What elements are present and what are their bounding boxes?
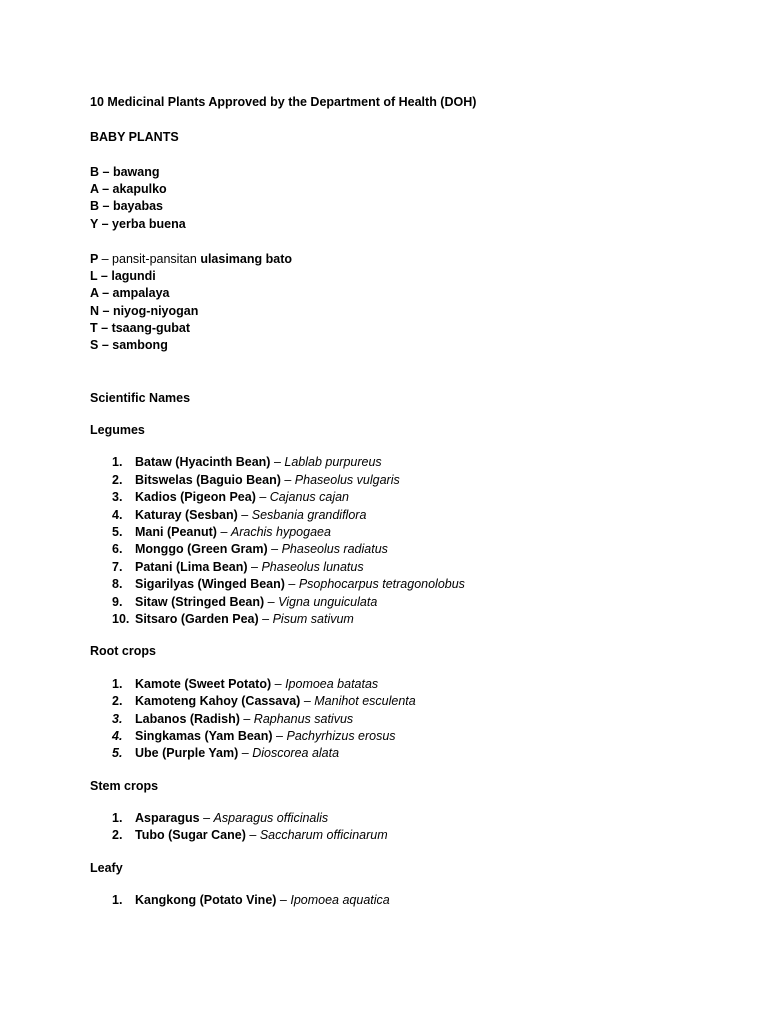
document-content xyxy=(90,94,710,910)
plant-scientific-name: Vigna unguiculata xyxy=(278,594,378,609)
plant-scientific-name: Phaseolus vulgaris xyxy=(294,472,400,487)
list-number: 8. xyxy=(112,577,123,592)
acronym-dash: – xyxy=(101,251,109,266)
list-number: 5. xyxy=(112,525,123,539)
plant-scientific-name: Cajanus cajan xyxy=(269,490,349,505)
plant-scientific-name: Phaseolus radiatus xyxy=(281,542,388,557)
plant-list-item xyxy=(90,594,710,611)
plant-common-name: Sigarilyas (Winged Bean) xyxy=(135,577,285,592)
plant-common-name: Singkamas (Yam Bean) xyxy=(135,728,273,743)
acronym-line xyxy=(90,337,710,354)
plant-list-item xyxy=(90,711,710,728)
dash-separator: – xyxy=(203,811,211,826)
list-number: 1. xyxy=(112,893,123,908)
list-number: 6. xyxy=(112,542,123,557)
plant-list-item xyxy=(90,745,710,762)
plant-scientific-name: Ipomoea batatas xyxy=(285,676,379,691)
acronym-letter: B xyxy=(90,199,100,214)
plant-common-name: Patani (Lima Bean) xyxy=(135,559,248,574)
acronym-dash: – xyxy=(102,164,110,179)
plant-common-name: Kamote (Sweet Potato) xyxy=(135,676,272,691)
plant-common-name: Asparagus xyxy=(135,811,200,826)
spacer xyxy=(90,845,710,860)
acronym-letter: B xyxy=(90,164,100,179)
acronym-dash: – xyxy=(102,181,110,196)
list-number: 2. xyxy=(112,828,123,843)
list-number: 2. xyxy=(112,694,123,709)
plant-list-item xyxy=(90,559,710,576)
plant-list-item xyxy=(90,676,710,693)
section-heading: Root crops xyxy=(90,644,156,659)
acronym-word: akapulko xyxy=(112,181,167,196)
acronym-word: niyog-niyogan xyxy=(112,303,199,318)
plant-common-name: Bitswelas (Baguio Bean) xyxy=(135,472,281,487)
plant-list-item xyxy=(90,507,710,524)
list-number: 10. xyxy=(112,611,130,626)
acronym-word: sambong xyxy=(112,338,168,353)
plant-list-item xyxy=(90,810,710,827)
dash-separator: – xyxy=(249,828,257,843)
dash-separator: – xyxy=(220,525,228,539)
plant-list-item xyxy=(90,611,710,628)
acronym-line xyxy=(90,268,710,285)
plant-scientific-name: Manihot esculenta xyxy=(314,694,416,709)
plant-common-name: Kamoteng Kahoy (Cassava) xyxy=(135,694,301,709)
dash-separator: – xyxy=(273,455,281,470)
spacer xyxy=(90,877,710,892)
acronym-line xyxy=(90,216,710,233)
acronym-letter: S xyxy=(90,338,99,353)
plant-scientific-name: Ipomoea aquatica xyxy=(290,893,390,908)
plant-list xyxy=(90,676,710,763)
acronym-word: ampalaya xyxy=(112,286,170,301)
list-number: 7. xyxy=(112,559,123,574)
plant-common-name: Kadios (Pigeon Pea) xyxy=(135,490,256,505)
dash-separator: – xyxy=(262,611,270,626)
dash-separator: – xyxy=(276,728,283,743)
plant-common-name: Tubo (Sugar Cane) xyxy=(135,828,246,843)
acronym-word-bold: ulasimang bato xyxy=(200,251,292,266)
plant-list-item xyxy=(90,892,710,909)
acronym-dash: – xyxy=(100,268,108,283)
plant-common-name: Kangkong (Potato Vine) xyxy=(135,893,277,908)
plant-list-item xyxy=(90,693,710,710)
acronym-group-plants xyxy=(90,268,710,355)
dash-separator: – xyxy=(303,694,311,709)
plant-list-item xyxy=(90,827,710,844)
list-number: 3. xyxy=(112,711,123,726)
acronym-group-baby xyxy=(90,164,710,234)
dash-separator: – xyxy=(251,559,258,574)
section-heading: Stem crops xyxy=(90,778,159,793)
plant-list xyxy=(90,454,710,628)
dash-separator: – xyxy=(274,676,282,691)
dash-separator: – xyxy=(271,542,279,557)
acronym-dash: – xyxy=(102,286,110,301)
acronym-word: tsaang-gubat xyxy=(111,321,191,336)
section-heading: Legumes xyxy=(90,423,145,438)
dash-separator: – xyxy=(243,711,251,726)
document-title: 10 Medicinal Plants Approved by the Department of Health (DOH) xyxy=(90,95,477,109)
plant-list-item xyxy=(90,576,710,593)
acronym-line xyxy=(90,285,710,302)
plant-scientific-name: Dioscorea alata xyxy=(252,746,340,761)
plant-list xyxy=(90,810,710,845)
plant-common-name: Sitaw (Stringed Bean) xyxy=(135,594,265,609)
plant-list-item xyxy=(90,728,710,745)
acronym-letter: L xyxy=(90,268,98,283)
acronym-line xyxy=(90,251,710,268)
acronym-word: bayabas xyxy=(112,199,163,214)
acronym-dash: – xyxy=(102,199,110,214)
list-number: 4. xyxy=(112,507,123,522)
list-number: 1. xyxy=(112,676,123,691)
dash-separator: – xyxy=(267,594,275,609)
acronym-heading: BABY PLANTS xyxy=(90,129,179,144)
dash-separator: – xyxy=(241,507,249,522)
plant-scientific-name: Lablab purpureus xyxy=(284,455,382,470)
dash-separator: – xyxy=(279,893,287,908)
plant-scientific-name: Psophocarpus tetragonolobus xyxy=(298,577,465,592)
acronym-letter: N xyxy=(90,303,100,318)
plant-common-name: Katuray (Sesban) xyxy=(135,507,238,522)
plant-scientific-name: Phaseolus lunatus xyxy=(261,559,364,574)
dash-separator: – xyxy=(241,746,249,761)
spacer xyxy=(90,795,710,810)
section-heading: Leafy xyxy=(90,860,123,875)
plant-scientific-name: Saccharum officinarum xyxy=(259,828,388,843)
acronym-word: bawang xyxy=(112,164,160,179)
plant-list-item xyxy=(90,454,710,471)
acronym-letter: A xyxy=(90,181,99,196)
spacer xyxy=(90,763,710,778)
acronym-letter: Y xyxy=(90,216,99,231)
plant-scientific-name: Pisum sativum xyxy=(272,611,354,626)
plant-common-name: Ube (Purple Yam) xyxy=(135,746,239,761)
plant-common-name: Mani (Peanut) xyxy=(135,525,217,539)
acronym-letter: T xyxy=(90,321,98,336)
acronym-line xyxy=(90,303,710,320)
acronym-word: lagundi xyxy=(111,268,156,283)
plant-common-name: Sitsaro (Garden Pea) xyxy=(135,611,259,626)
acronym-dash: – xyxy=(102,303,110,318)
spacer xyxy=(90,407,710,422)
dash-separator: – xyxy=(259,490,267,505)
scientific-names-heading: Scientific Names xyxy=(90,390,191,405)
list-number: 4. xyxy=(112,728,123,743)
plant-common-name: Bataw (Hyacinth Bean) xyxy=(135,455,271,470)
sections-container xyxy=(90,407,710,910)
plant-list-item xyxy=(90,541,710,558)
plant-common-name: Labanos (Radish) xyxy=(135,711,240,726)
plant-scientific-name: Raphanus sativus xyxy=(253,711,354,726)
spacer xyxy=(90,439,710,454)
acronym-dash: – xyxy=(101,338,109,353)
spacer xyxy=(90,628,710,643)
list-number: 1. xyxy=(112,811,123,826)
acronym-word-normal: pansit-pansitan xyxy=(112,251,197,266)
acronym-line xyxy=(90,164,710,181)
list-number: 5. xyxy=(112,746,123,761)
dash-separator: – xyxy=(284,472,292,487)
list-number: 3. xyxy=(112,490,123,505)
list-number: 1. xyxy=(112,455,123,470)
plant-list xyxy=(90,892,710,909)
acronym-line xyxy=(90,198,710,215)
acronym-letter: A xyxy=(90,286,99,301)
plant-scientific-name: Sesbania grandiflora xyxy=(251,507,367,522)
plant-list-item xyxy=(90,489,710,506)
spacer xyxy=(90,661,710,676)
plant-scientific-name: Asparagus officinalis xyxy=(213,811,329,826)
acronym-dash: – xyxy=(101,321,109,336)
acronym-dash: – xyxy=(101,216,109,231)
list-number: 9. xyxy=(112,594,123,609)
plant-list-item xyxy=(90,472,710,489)
acronym-line xyxy=(90,181,710,198)
acronym-letter: P xyxy=(90,251,99,266)
plant-scientific-name: Arachis hypogaea xyxy=(230,525,331,539)
list-number: 2. xyxy=(112,472,123,487)
acronym-word: yerba buena xyxy=(112,216,186,231)
dash-separator: – xyxy=(288,577,296,592)
plant-common-name: Monggo (Green Gram) xyxy=(135,542,268,557)
plant-scientific-name: Pachyrhizus erosus xyxy=(286,728,396,743)
plant-list-item xyxy=(90,524,710,541)
acronym-line xyxy=(90,320,710,337)
